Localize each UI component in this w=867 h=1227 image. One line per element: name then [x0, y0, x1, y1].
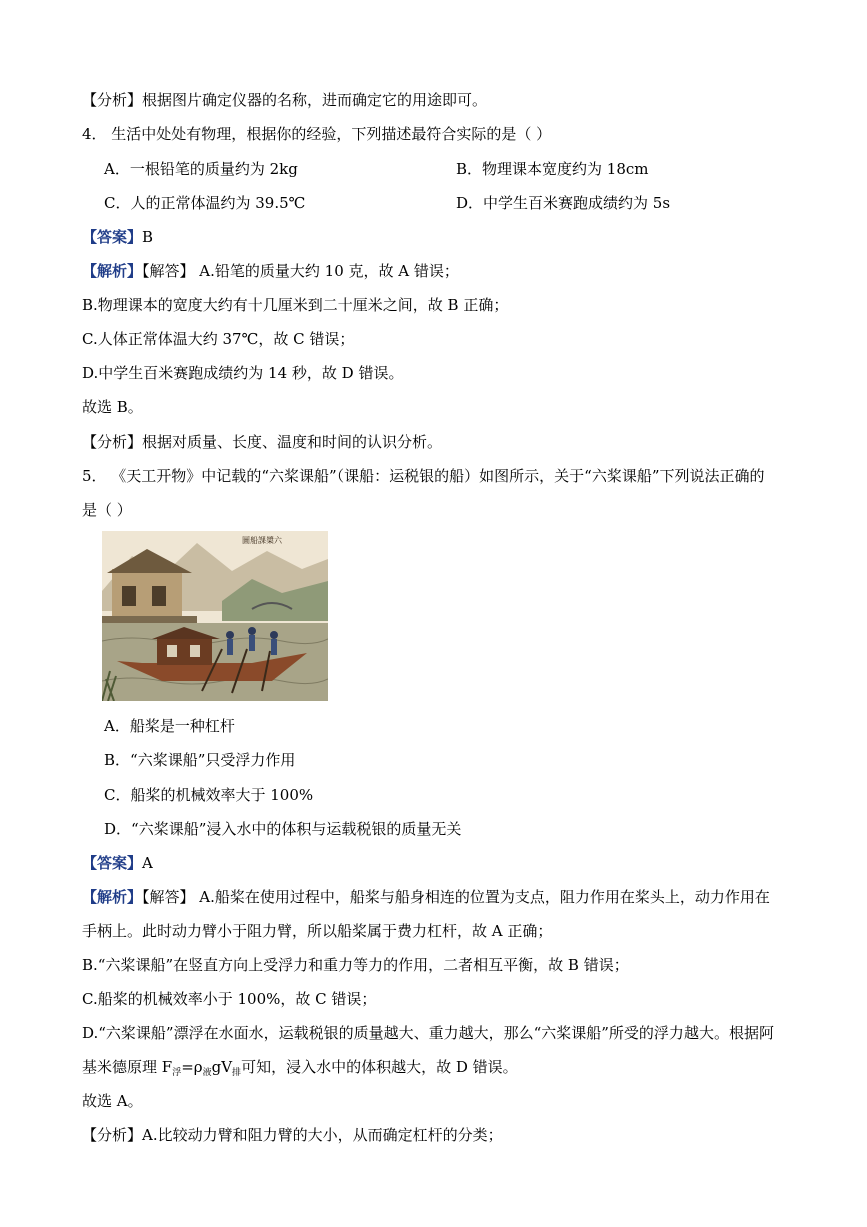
explanation-4-c: C.人体正常体温大约 37℃，故 C 错误；: [82, 330, 355, 348]
selection-4: 故选 B。: [82, 398, 143, 416]
question-5-cont: 是（ ）: [82, 501, 132, 519]
q5-option-d: D．“六桨课船”浸入水中的体积与运载税银的质量无关: [104, 820, 462, 838]
q5-option-b: B．“六桨课船”只受浮力作用: [104, 751, 296, 769]
q5-option-a: A．船桨是一种杠杆: [104, 717, 235, 735]
answer-value: A: [142, 854, 153, 872]
q5-option-c: C．船桨的机械效率大于 100%: [104, 786, 314, 804]
explanation-4-d: D.中学生百米赛跑成绩约为 14 秒，故 D 错误。: [82, 364, 404, 382]
formula-gv: gV: [211, 1058, 233, 1076]
explanation-5-d1: D.“六桨课船”漂浮在水面水，运载税银的质量越大、重力越大，那么“六桨课船”所受的浮力越大。根据阿: [82, 1024, 774, 1042]
explanation-5-a2: 手柄上。此时动力臂小于阻力臂，所以船桨属于费力杠杆，故 A 正确；: [82, 922, 553, 940]
explanation-text: 【解答】 A.船桨在使用过程中，船桨与船身相连的位置为支点，阻力作用在桨头上，动力作用在: [142, 888, 770, 906]
explanation-4-b: B.物理课本的宽度大约有十几厘米到二十厘米之间，故 B 正确；: [82, 296, 509, 314]
explanation-text: 【解答】 A.铅笔的质量大约 10 克，故 A 错误；: [142, 262, 459, 280]
formula-suffix: 可知，浸入水中的体积越大，故 D 错误。: [241, 1058, 518, 1076]
subscript-pai: 排: [232, 1068, 242, 1078]
formula-prefix: 基米德原理 F: [82, 1058, 173, 1076]
question-4: 4． 生活中处处有物理，根据你的经验，下列描述最符合实际的是（ ）: [82, 125, 552, 143]
explanation-5-c: C.船桨的机械效率小于 100%，故 C 错误；: [82, 990, 377, 1008]
subscript-fu: 浮: [172, 1068, 182, 1078]
answer-tag: 【答案】: [82, 228, 143, 246]
illustration-caption: 圖船課槳六: [242, 536, 282, 545]
q4-option-b: B．物理课本宽度约为 18cm: [456, 160, 649, 178]
answer-5: [82, 853, 153, 873]
analysis-4: 【分析】根据对质量、长度、温度和时间的认识分析。: [82, 433, 443, 451]
answer-value: B: [142, 228, 154, 246]
answer-tag: 【答案】: [82, 854, 143, 872]
analysis-5: 【分析】A.比较动力臂和阻力臂的大小，从而确定杠杆的分类；: [82, 1126, 503, 1144]
question-5: 5． 《天工开物》中记载的“六桨课船”（课船：运税银的船）如图所示，关于“六桨课船”下列说法正确的: [82, 467, 765, 485]
subscript-ye: 液: [202, 1068, 212, 1078]
q4-option-c: C．人的正常体温约为 39.5℃: [104, 194, 306, 212]
q4-option-a: A．一根铅笔的质量约为 2kg: [104, 160, 298, 178]
explanation-tag: 【解析】: [82, 262, 143, 280]
explanation-5-d2: [82, 1057, 518, 1083]
answer-4: [82, 227, 153, 247]
formula-rho: =ρ: [181, 1058, 203, 1076]
selection-5: 故选 A。: [82, 1092, 143, 1110]
explanation-4: [82, 261, 459, 281]
q4-option-d: D．中学生百米赛跑成绩约为 5s: [456, 194, 671, 212]
explanation-tag: 【解析】: [82, 888, 143, 906]
explanation-5: [82, 887, 770, 907]
analysis-line: 【分析】根据图片确定仪器的名称，进而确定它的用途即可。: [82, 91, 488, 109]
explanation-5-b: B.“六桨课船”在竖直方向上受浮力和重力等力的作用，二者相互平衡，故 B 错误；: [82, 956, 629, 974]
six-oar-boat-illustration: [102, 531, 328, 701]
